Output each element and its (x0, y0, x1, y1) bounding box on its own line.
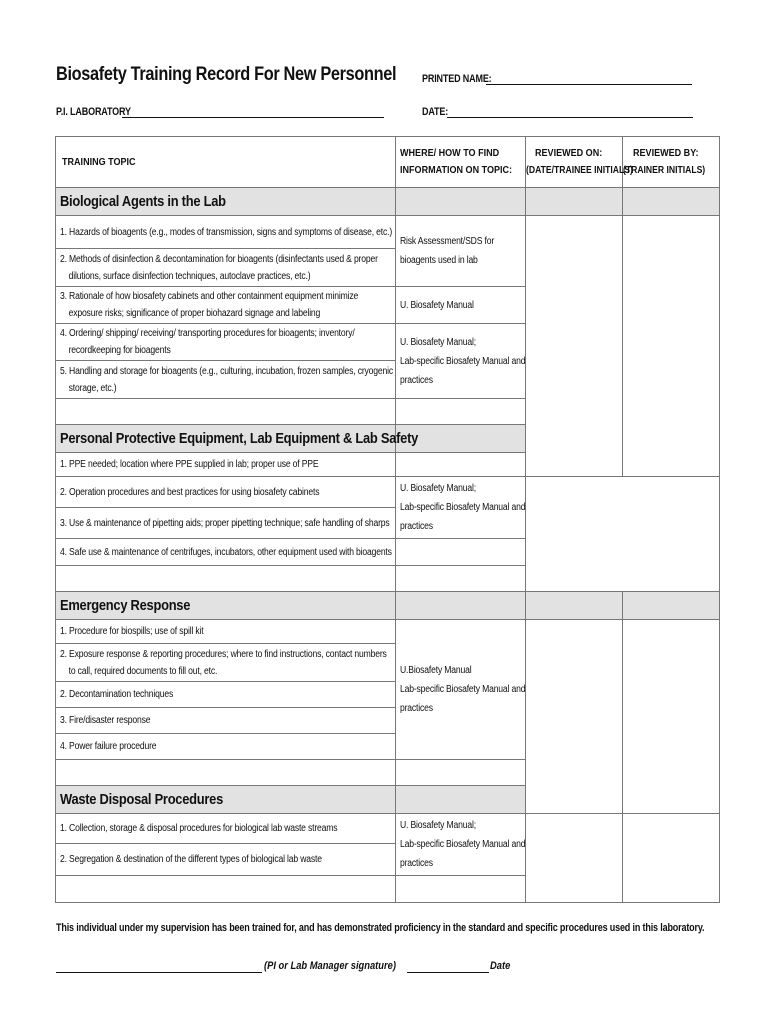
training-item: 3. Fire/disaster response (56, 708, 396, 734)
signature-date-label: Date (490, 960, 511, 972)
section-header-row (56, 592, 720, 620)
training-record-table (55, 136, 720, 903)
training-item: 4. Ordering/ shipping/ receiving/ transporting procedures for bioagents; inventory/ recordkeeping for bioagents (56, 324, 396, 361)
training-item: 1. Collection, storage & disposal procedures for biological lab waste streams (56, 814, 396, 844)
section-title: Biological Agents in the Lab (56, 188, 396, 216)
training-item: 2. Exposure response & reporting procedures; where to find instructions, contact numbers to call, required documents to fill out, etc. (56, 644, 396, 682)
training-item: 3. Rationale of how biosafety cabinets and other containment equipment minimize exposure risks; significance of proper biohazard signage and labeling (56, 287, 396, 324)
date-label: DATE: (422, 106, 449, 118)
pi-signature-field[interactable] (56, 972, 262, 973)
reviewed-by-cell[interactable] (623, 216, 720, 477)
printed-name-field[interactable] (486, 84, 692, 85)
table-row (56, 620, 720, 644)
table-row (56, 539, 720, 566)
section-header-row (56, 188, 720, 216)
training-item: 2. Decontamination techniques (56, 682, 396, 708)
blank-row[interactable] (56, 566, 720, 592)
training-item: 1. Procedure for biospills; use of spill kit (56, 620, 396, 644)
supervision-statement: This individual under my supervision has been trained for, and has demonstrated proficiency in the standard and specific procedures used in this laboratory. (56, 922, 705, 934)
section-title: Personal Protective Equipment, Lab Equipment & Lab Safety (56, 425, 396, 453)
pi-signature-label: (PI or Lab Manager signature) (264, 960, 396, 972)
section-title: Emergency Response (56, 592, 396, 620)
page-title: Biosafety Training Record For New Personnel (56, 64, 397, 85)
where-cell: U. Biosafety Manual (396, 287, 526, 324)
training-item: 2. Methods of disinfection & decontamination for bioagents (disinfectants used & proper dilutions, surface disinfection techniques, autoclave practices, etc.) (56, 249, 396, 287)
reviewed-on-cell[interactable] (526, 216, 623, 477)
pi-laboratory-field[interactable] (122, 117, 384, 118)
training-item: 3. Use & maintenance of pipetting aids; proper pipetting technique; safe handling of sharps (56, 508, 396, 539)
where-cell: U. Biosafety Manual; Lab-specific Biosafety Manual and practices (396, 477, 526, 539)
training-item: 1. PPE needed; location where PPE supplied in lab; proper use of PPE (56, 453, 396, 477)
table-row (56, 508, 720, 539)
where-cell: U.Biosafety Manual Lab-specific Biosafety Manual and practices (396, 620, 526, 760)
training-item: 1. Hazards of bioagents (e.g., modes of transmission, signs and symptoms of disease, etc.) (56, 216, 396, 249)
table-row (56, 216, 720, 249)
where-cell: U. Biosafety Manual; Lab-specific Biosafety Manual and practices (396, 814, 526, 876)
training-item: 4. Safe use & maintenance of centrifuges, incubators, other equipment used with bioagents (56, 539, 396, 566)
training-item: 4. Power failure procedure (56, 734, 396, 760)
reviewed-by-cell[interactable] (623, 814, 720, 903)
printed-name-label: PRINTED NAME: (422, 73, 492, 85)
pi-laboratory-label: P.I. LABORATORY (56, 106, 131, 118)
column-header-topic: TRAINING TOPIC (56, 137, 396, 188)
column-header-where: WHERE/ HOW TO FIND INFORMATION ON TOPIC: (396, 137, 526, 188)
where-cell: Risk Assessment/SDS for bioagents used in lab (396, 216, 526, 287)
training-item: 5. Handling and storage for bioagents (e.g., culturing, incubation, frozen samples, cryogenic storage, etc.) (56, 361, 396, 399)
training-item: 2. Operation procedures and best practices for using biosafety cabinets (56, 477, 396, 508)
reviewed-on-cell[interactable] (526, 620, 623, 814)
column-header-reviewed-on: REVIEWED ON: (DATE/TRAINEE INITIALS) (526, 137, 623, 188)
table-row (56, 477, 720, 508)
reviewed-by-cell[interactable] (623, 620, 720, 814)
where-cell: U. Biosafety Manual; Lab-specific Biosafety Manual and practices (396, 324, 526, 399)
section-title: Waste Disposal Procedures (56, 786, 396, 814)
table-header-row (56, 137, 720, 188)
table-row (56, 814, 720, 844)
date-field[interactable] (447, 117, 693, 118)
reviewed-on-cell[interactable] (526, 814, 623, 903)
column-header-reviewed-by: REVIEWED BY: (TRAINER INITIALS) (623, 137, 720, 188)
training-item: 2. Segregation & destination of the different types of biological lab waste (56, 844, 396, 876)
signature-date-field[interactable] (407, 972, 489, 973)
